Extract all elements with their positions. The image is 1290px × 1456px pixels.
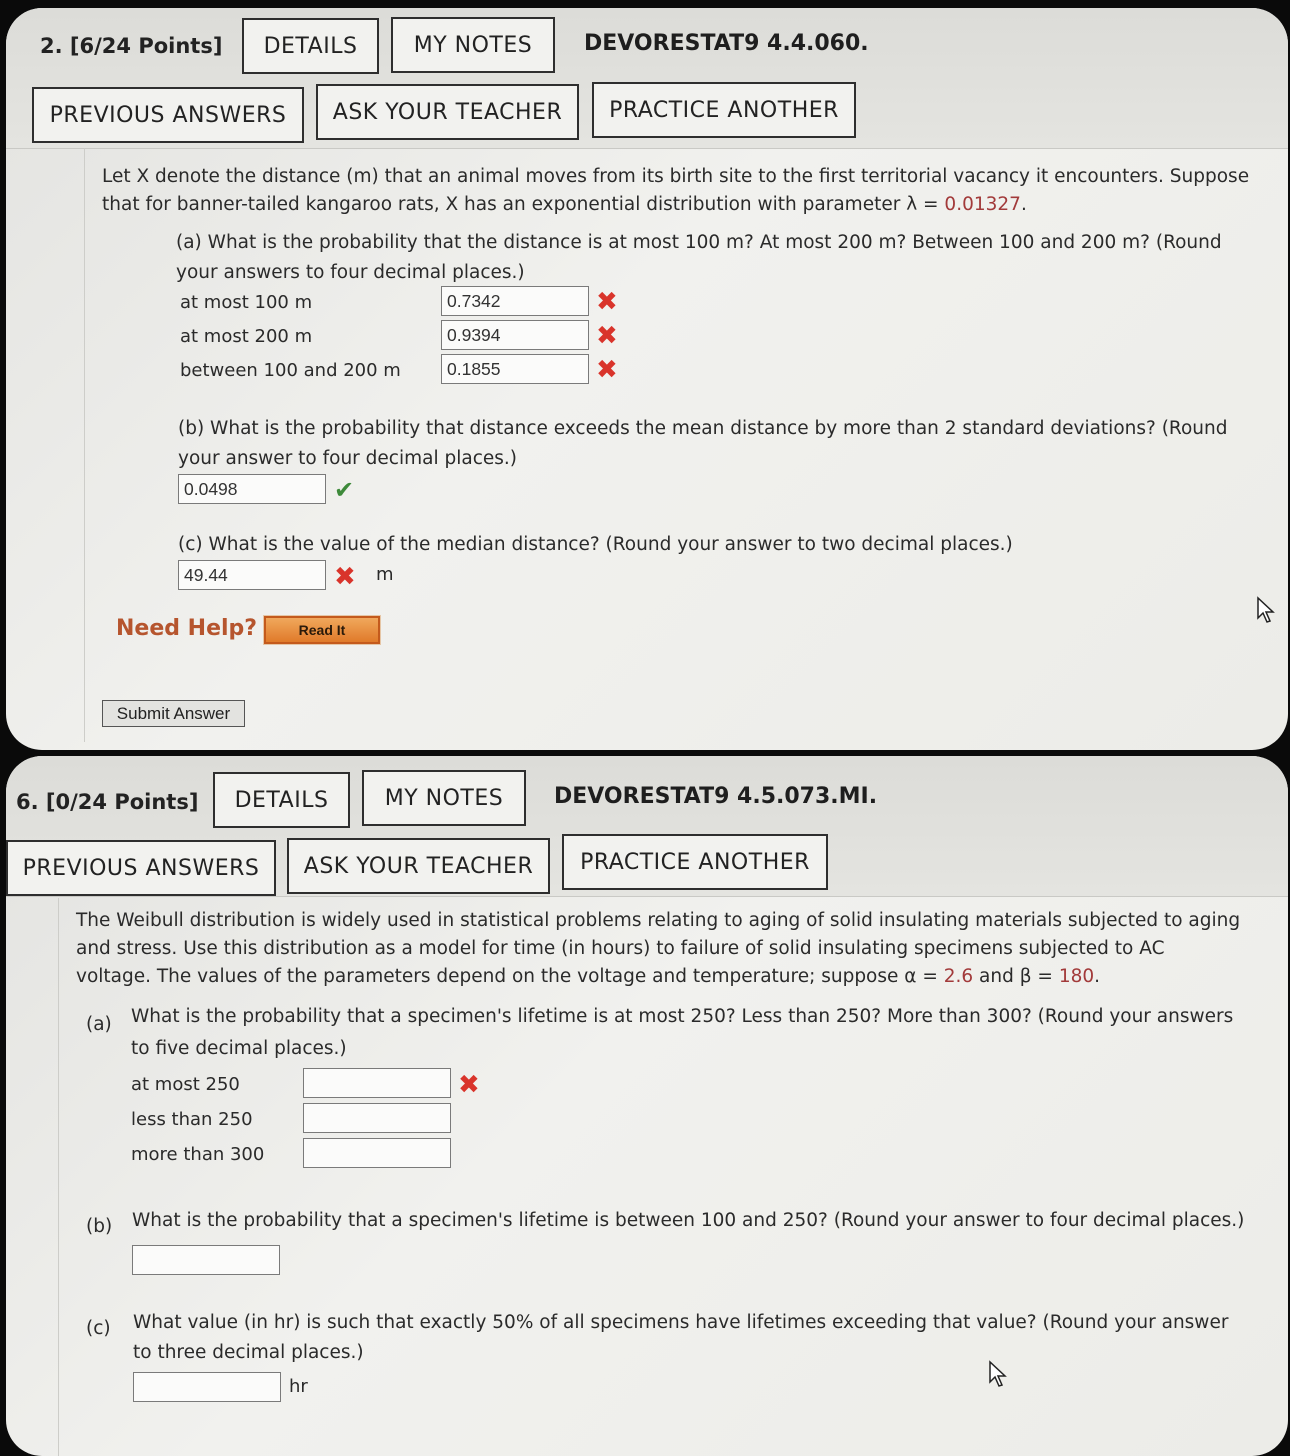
alpha-value: 2.6 <box>943 966 974 987</box>
details-button[interactable]: DETAILS <box>242 18 379 74</box>
answer-label: more than 300 <box>131 1144 265 1165</box>
part-a-prompt: to five decimal places.) <box>131 1038 347 1059</box>
question-number-points: 6. [0/24 Points] <box>16 790 199 814</box>
question-intro-line: that for banner-tailed kangaroo rats, X has an exponential distribution with parameter λ = 0.01327. <box>102 194 1027 215</box>
previous-answers-button[interactable]: PREVIOUS ANSWERS <box>6 840 276 896</box>
mouse-pointer-icon <box>988 1360 1008 1388</box>
part-b-prompt: What is the probability that a specimen's lifetime is between 100 and 250? (Round your answer to four decimal places.) <box>132 1210 1245 1231</box>
part-c-prompt: (c) What is the value of the median distance? (Round your answer to two decimal places.) <box>178 534 1013 555</box>
part-b-prompt: your answer to four decimal places.) <box>178 448 517 469</box>
part-a-tag: (a) <box>86 1014 112 1035</box>
answer-label: at most 200 m <box>180 326 313 347</box>
ask-your-teacher-button[interactable]: ASK YOUR TEACHER <box>316 84 579 140</box>
part-c-prompt: to three decimal places.) <box>133 1342 364 1363</box>
practice-another-button[interactable]: PRACTICE ANOTHER <box>562 834 828 890</box>
my-notes-button[interactable]: MY NOTES <box>362 770 526 826</box>
question-intro-line: Let X denote the distance (m) that an animal moves from its birth site to the first territorial vacancy it encounters. Suppose <box>102 166 1250 187</box>
answer-input-part-c[interactable] <box>133 1372 281 1402</box>
question-card-6 <box>6 756 1288 1456</box>
answer-input-median[interactable]: 49.44 <box>178 560 326 590</box>
x-mark-icon: ✖ <box>334 562 356 592</box>
x-mark-icon: ✖ <box>596 287 618 317</box>
answer-input-at-most-200[interactable]: 0.9394 <box>441 320 589 350</box>
x-mark-icon: ✖ <box>596 355 618 385</box>
answer-label: between 100 and 200 m <box>180 360 401 381</box>
answer-input-part-b[interactable]: 0.0498 <box>178 474 326 504</box>
lambda-value: 0.01327 <box>944 194 1021 215</box>
answer-input-at-most-250[interactable] <box>303 1068 451 1098</box>
read-it-button[interactable]: Read It <box>264 616 380 644</box>
unit-label: hr <box>289 1376 308 1397</box>
check-mark-icon: ✔ <box>334 476 355 504</box>
question-intro-line: The Weibull distribution is widely used in statistical problems relating to aging of solid insulating materials subjected to aging <box>76 910 1241 931</box>
part-b-tag: (b) <box>86 1216 113 1237</box>
question-code: DEVORESTAT9 4.5.073.MI. <box>554 784 878 809</box>
part-a-prompt: your answers to four decimal places.) <box>176 262 525 283</box>
answer-input-at-most-100[interactable]: 0.7342 <box>441 286 589 316</box>
part-c-prompt: What value (in hr) is such that exactly 50% of all specimens have lifetimes exceeding that value? (Round your answer <box>133 1312 1229 1333</box>
answer-input-between-100-200[interactable]: 0.1855 <box>441 354 589 384</box>
details-button[interactable]: DETAILS <box>213 772 350 828</box>
answer-label: at most 100 m <box>180 292 313 313</box>
answer-label: less than 250 <box>131 1109 253 1130</box>
ask-your-teacher-button[interactable]: ASK YOUR TEACHER <box>287 838 550 894</box>
question-number-points: 2. [6/24 Points] <box>40 34 223 58</box>
previous-answers-button[interactable]: PREVIOUS ANSWERS <box>32 87 304 143</box>
mouse-pointer-icon <box>1256 596 1276 624</box>
submit-answer-button[interactable]: Submit Answer <box>102 700 245 727</box>
question-card-2 <box>6 8 1288 750</box>
x-mark-icon: ✖ <box>458 1070 480 1100</box>
answer-input-more-than-300[interactable] <box>303 1138 451 1168</box>
question-code: DEVORESTAT9 4.4.060. <box>584 31 869 56</box>
answer-input-less-than-250[interactable] <box>303 1103 451 1133</box>
x-mark-icon: ✖ <box>596 321 618 351</box>
answer-input-part-b[interactable] <box>132 1245 280 1275</box>
part-c-tag: (c) <box>86 1318 111 1339</box>
answer-label: at most 250 <box>131 1074 240 1095</box>
question-intro-line: voltage. The values of the parameters depend on the voltage and temperature; suppose α = 2.6 and β = 180. <box>76 966 1101 987</box>
question-intro-line: and stress. Use this distribution as a model for time (in hours) to failure of solid insulating specimens subjected to AC <box>76 938 1165 959</box>
need-help-label: Need Help? <box>116 616 258 641</box>
beta-value: 180 <box>1058 966 1095 987</box>
my-notes-button[interactable]: MY NOTES <box>391 17 555 73</box>
part-a-prompt: (a) What is the probability that the distance is at most 100 m? At most 200 m? Between 100 and 200 m? (Round <box>176 232 1222 253</box>
part-a-prompt: What is the probability that a specimen's lifetime is at most 250? Less than 250? More than 300? (Round your answers <box>131 1006 1234 1027</box>
unit-label: m <box>376 564 394 585</box>
part-b-prompt: (b) What is the probability that distance exceeds the mean distance by more than 2 standard deviations? (Round <box>178 418 1228 439</box>
practice-another-button[interactable]: PRACTICE ANOTHER <box>592 82 856 138</box>
